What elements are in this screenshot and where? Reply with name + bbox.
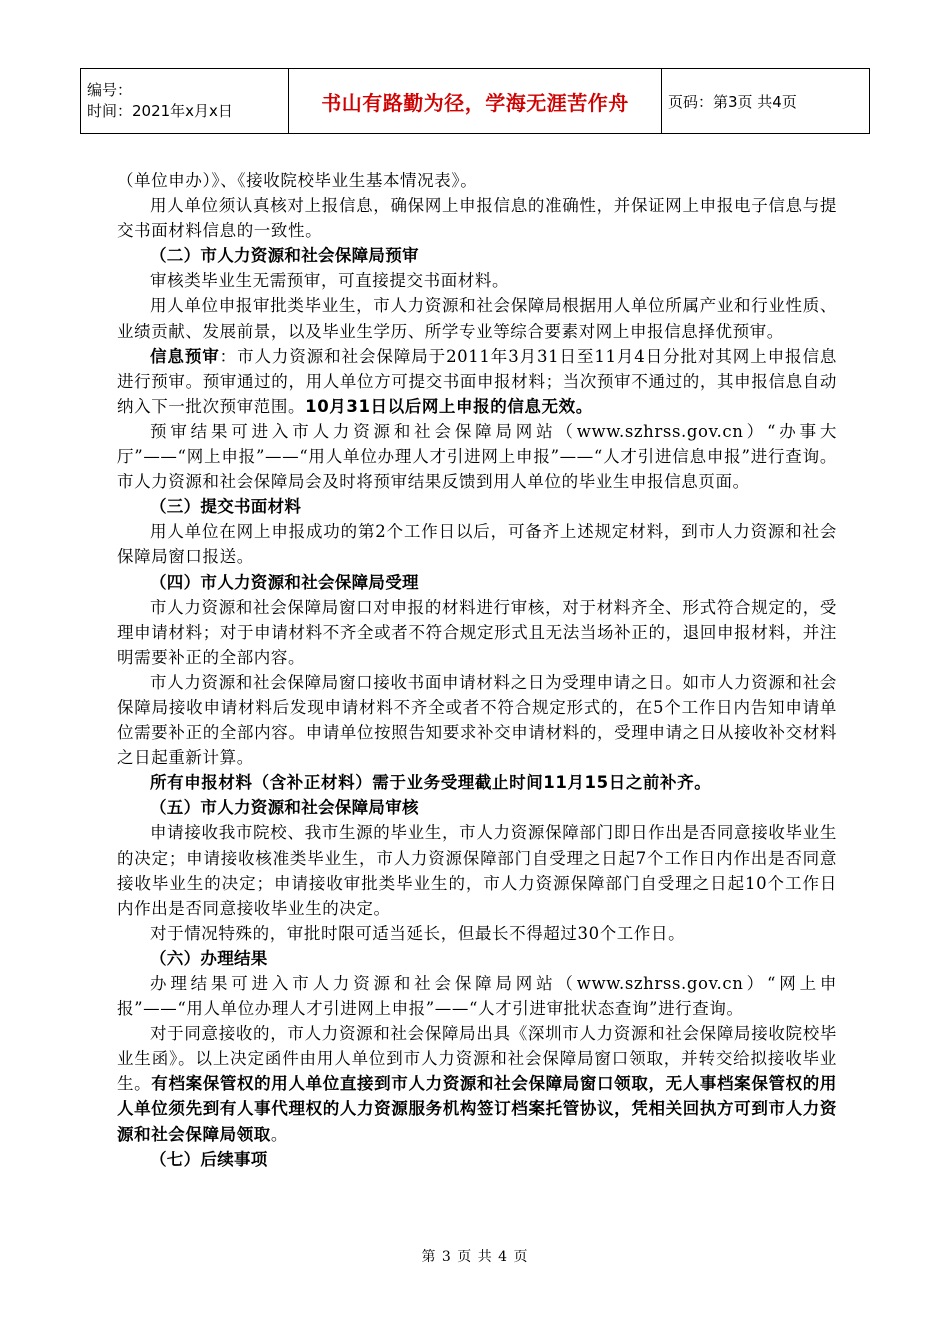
paragraph: 办理结果可进入市人力资源和社会保障局网站（www.szhrss.gov.cn）“网上申报”——“用人单位办理人才引进网上申报”——“人才引进审批状态查询”进行查询。: [117, 974, 837, 1019]
document-header: [80, 68, 870, 134]
section-heading-3: （三）提交书面材料: [150, 497, 302, 517]
paragraph: 用人单位申报审批类毕业生，市人力资源和社会保障局根据用人单位所属产业和行业性质、业绩贡献、发展前景，以及毕业生学历、所学专业等综合要素对网上申报信息择优预审。: [117, 296, 837, 341]
paragraph: （单位申办）》、《接收院校毕业生基本情况表》。: [117, 171, 478, 190]
paragraph-text: 对于同意接收的，市人力资源和社会保障局出具《深圳市人力资源和社会保障局接收院校毕业生函》。以上决定函件由用人单位到市人力资源和社会保障局窗口领取，并转交给拟接收毕业生。: [117, 1024, 837, 1094]
paragraph: 申请接收我市院校、我市生源的毕业生，市人力资源保障部门即日作出是否同意接收毕业生的决定；申请接收核准类毕业生，市人力资源保障部门自受理之日起7个工作日内作出是否同意接收毕业生的决定；申请接收审批类毕业生的，市人力资源保障部门自受理之日起10个工作日内作出是否同意接收毕业生的决定。: [117, 823, 837, 918]
paragraph-end: 。: [270, 1124, 289, 1144]
section-heading-4: （四）市人力资源和社会保障局受理: [150, 572, 419, 592]
paragraph: 审核类毕业生无需预审，可直接提交书面材料。: [150, 271, 510, 291]
paragraph: 用人单位须认真核对上报信息，确保网上申报信息的准确性，并保证网上申报电子信息与提交书面材料信息的一致性。: [117, 196, 837, 241]
page-footer: 第 3 页 共 4 页: [421, 1249, 529, 1265]
document-date-label: 时间：2021年x月x日: [87, 102, 233, 120]
header-motto: 书山有路勤为径，学海无涯苦作舟: [289, 69, 662, 134]
section-heading-6: （六）办理结果: [150, 948, 268, 968]
paragraph: 用人单位在网上申报成功的第2个工作日以后，可备齐上述规定材料，到市人力资源和社会保障局窗口报送。: [117, 522, 837, 567]
bold-term: 信息预审: [150, 346, 220, 366]
paragraph: 市人力资源和社会保障局窗口对申报的材料进行审核，对于材料齐全、形式符合规定的，受理申请材料；对于申请材料不齐全或者不符合规定形式且无法当场补正的，退回申报材料，并注明需要补正的全部内容。: [117, 597, 837, 667]
header-meta-cell: [81, 69, 289, 134]
paragraph: 对于情况特殊的，审批时限可适当延长，但最长不得超过30个工作日。: [150, 923, 686, 943]
paragraph: 市人力资源和社会保障局窗口接收书面申请材料之日为受理申请之日。如市人力资源和社会保障局接收申请材料后发现申请材料不齐全或者不符合规定形式的，在5个工作日内告知申请单位需要补正的全部内容。申请单位按照告知要求补交申请材料的，受理申请之日从接收补交材料之日起重新计算。: [117, 672, 837, 768]
header-page-label: 页码：第3页 共4页: [662, 69, 870, 134]
bold-notice: 10月31日以后网上申报的信息无效。: [305, 396, 593, 416]
document-body: [117, 168, 837, 1172]
document-number-label: 编号：: [87, 81, 133, 99]
bold-notice: 有档案保管权的用人单位直接到市人力资源和社会保障局窗口领取，无人事档案保管权的用人单位须先到有人事代理权的人力资源服务机构签订档案托管协议，凭相关回执方可到市人力资源和社会保障局领取: [117, 1074, 838, 1144]
paragraph-text: ：市人力资源和社会保障局于2011年3月31日至11月4日分批对其网上申报信息进行预审。预审通过的，用人单位方可提交书面申报材料；当次预审不通过的，其申报信息自动纳入下一批次预审范围。: [117, 346, 837, 416]
paragraph-info-pre-review: [117, 344, 837, 419]
bold-notice-paragraph: 所有申报材料（含补正材料）需于业务受理截止时间11月15日之前补齐。: [150, 773, 712, 793]
paragraph-result: [117, 1021, 837, 1146]
section-heading-2: （二）市人力资源和社会保障局预审: [150, 246, 419, 266]
section-heading-7: （七）后续事项: [150, 1149, 268, 1169]
section-heading-5: （五）市人力资源和社会保障局审核: [150, 798, 419, 818]
paragraph: 预审结果可进入市人力资源和社会保障局网站（www.szhrss.gov.cn）“办事大厅”——“网上申报”——“用人单位办理人才引进网上申报”——“人才引进信息申报”进行查询。市人力资源和社会保障局会及时将预审结果反馈到用人单位的毕业生申报信息页面。: [117, 421, 837, 492]
